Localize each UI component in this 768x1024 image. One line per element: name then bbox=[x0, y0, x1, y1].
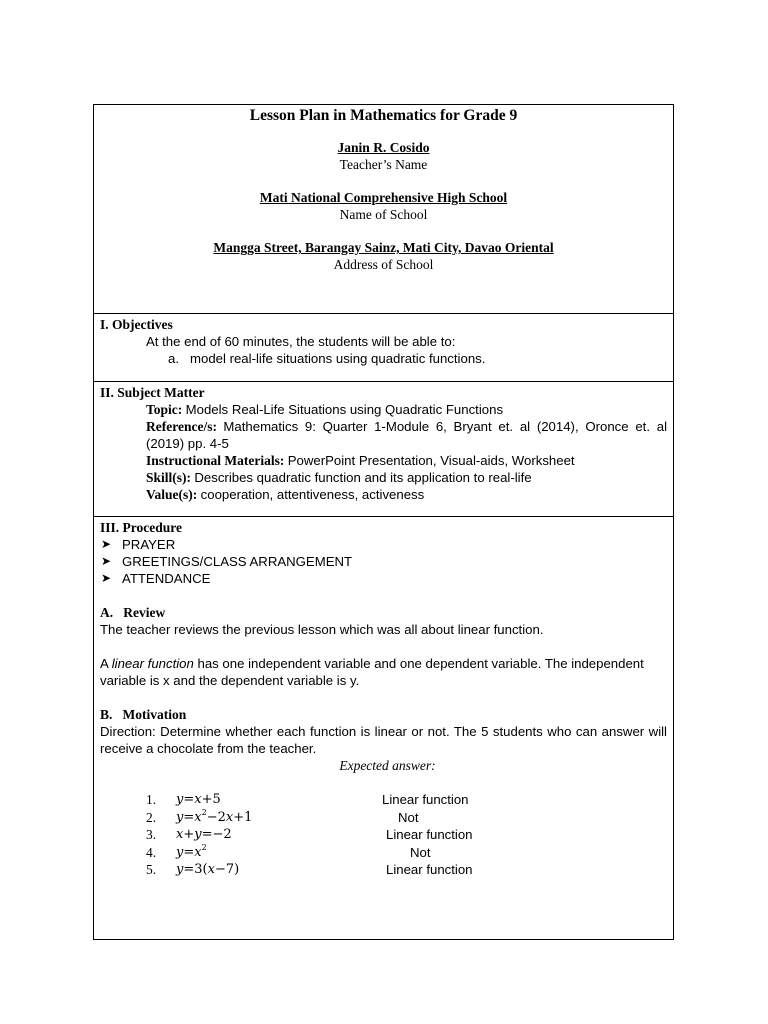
list-item bbox=[100, 536, 667, 553]
teacher-label: Teacher’s Name bbox=[339, 157, 428, 172]
review-text: The teacher reviews the previous lesson which was all about linear function. bbox=[100, 622, 544, 637]
list-item bbox=[100, 844, 667, 862]
materials-line bbox=[100, 452, 667, 469]
review-heading: A. Review bbox=[100, 605, 166, 620]
lesson-plan-table bbox=[93, 104, 674, 940]
item-answer: Linear function bbox=[386, 862, 473, 877]
materials-label: Instructional Materials: bbox=[146, 453, 285, 468]
equation: y=3(x−7) bbox=[176, 862, 240, 877]
topic-line bbox=[100, 401, 667, 418]
list-item bbox=[100, 809, 667, 827]
subject-matter-section bbox=[94, 382, 673, 517]
list-item bbox=[100, 826, 667, 844]
values-value: cooperation, attentiveness, activeness bbox=[200, 487, 425, 502]
reference-value: Mathematics 9: Quarter 1-Module 6, Bryant et. al (2014), Oronce et. al (2019) pp. 4-5 bbox=[146, 419, 668, 451]
values-line bbox=[100, 486, 667, 503]
item-answer: Linear function bbox=[382, 792, 469, 807]
arrow-bullet-icon: ➤ bbox=[101, 537, 112, 551]
objective-marker: a. bbox=[168, 351, 179, 366]
reference-label: Reference/s: bbox=[146, 419, 217, 434]
bullet-text: ATTENDANCE bbox=[122, 571, 211, 586]
equation: y=x+5 bbox=[176, 792, 221, 807]
linear-definition bbox=[100, 655, 667, 689]
values-label: Value(s): bbox=[146, 487, 198, 502]
teacher-name: Janin R. Cosido bbox=[337, 140, 430, 155]
item-answer: Not bbox=[410, 844, 431, 860]
expected-answer-label bbox=[100, 757, 667, 774]
item-answer: Not bbox=[398, 809, 419, 825]
equation: $y=x^2$ bbox=[176, 842, 207, 860]
motivation-text: Direction: Determine whether each function is linear or not. The 5 students who can answer will receive a chocolate from the teacher. bbox=[100, 724, 667, 756]
objectives-section bbox=[94, 314, 673, 382]
linear-rest: has one independent variable and one dependent variable. The independent variable is x and the dependent variable is y. bbox=[100, 656, 644, 688]
school-address: Mangga Street, Barangay Sainz, Mati City, Davao Oriental bbox=[213, 240, 554, 255]
address-label: Address of School bbox=[333, 257, 434, 272]
item-answer: Linear function bbox=[386, 827, 473, 842]
header-section bbox=[94, 107, 673, 314]
procedure-heading: III. Procedure bbox=[100, 520, 182, 535]
skills-label: Skill(s): bbox=[146, 470, 192, 485]
school-name: Mati National Comprehensive High School bbox=[259, 190, 508, 205]
skills-value: Describes quadratic function and its application to real-life bbox=[194, 470, 532, 485]
subject-heading: II. Subject Matter bbox=[100, 385, 205, 400]
objective-text: model real-life situations using quadratic functions. bbox=[190, 351, 486, 366]
item-number: 2. bbox=[146, 809, 157, 825]
list-item bbox=[100, 861, 667, 879]
motivation-heading: B. Motivation bbox=[100, 707, 187, 722]
equation: $y=x^2-2x+1$ bbox=[176, 807, 253, 825]
item-number: 4. bbox=[146, 844, 157, 860]
item-number: 3. bbox=[146, 827, 157, 842]
topic-label: Topic: bbox=[146, 402, 183, 417]
item-number: 1. bbox=[146, 792, 157, 807]
list-item bbox=[100, 791, 667, 809]
bullet-text: PRAYER bbox=[122, 537, 176, 552]
materials-value: PowerPoint Presentation, Visual-aids, Worksheet bbox=[287, 453, 575, 468]
list-item bbox=[100, 570, 667, 587]
objectives-intro: At the end of 60 minutes, the students will be able to: bbox=[146, 334, 456, 349]
procedure-section bbox=[94, 517, 673, 939]
objectives-heading: I. Objectives bbox=[100, 317, 173, 332]
objective-item bbox=[100, 350, 667, 367]
arrow-bullet-icon: ➤ bbox=[101, 571, 112, 585]
linear-prefix: A bbox=[100, 656, 112, 671]
document-title: Lesson Plan in Mathematics for Grade 9 bbox=[249, 107, 518, 124]
equation: x+y=−2 bbox=[176, 827, 232, 842]
bullet-text: GREETINGS/CLASS ARRANGEMENT bbox=[122, 554, 353, 569]
skills-line bbox=[100, 469, 667, 486]
expected-label-text: Expected answer: bbox=[339, 758, 436, 773]
item-number: 5. bbox=[146, 862, 157, 877]
linear-term: linear function bbox=[111, 656, 194, 671]
reference-line bbox=[100, 418, 667, 452]
list-item bbox=[100, 553, 667, 570]
school-label: Name of School bbox=[339, 207, 428, 222]
arrow-bullet-icon: ➤ bbox=[101, 554, 112, 568]
topic-value: Models Real-Life Situations using Quadratic Functions bbox=[185, 402, 504, 417]
